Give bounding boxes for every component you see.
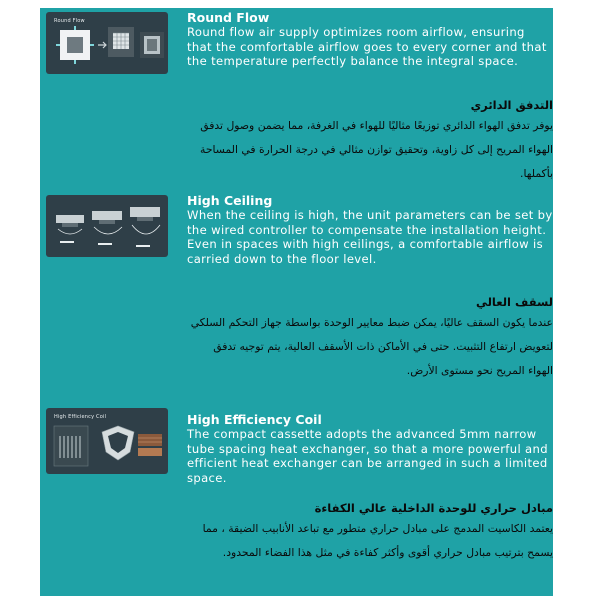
section-body: The compact cassette adopts the advanced 5mm narrow tube spacing heat exchanger, so that a more powerful and efficient heat exchanger can be arranged in such a limited space.	[187, 427, 548, 485]
thumb-caption: High Efficiency Coil	[54, 414, 107, 420]
section-high-efficiency-coil-arabic	[187, 499, 553, 565]
thumb-caption: Round Flow	[54, 18, 85, 24]
high-ceiling-illustration	[46, 195, 168, 257]
section-title-arabic: لسقف العالي	[475, 295, 553, 309]
section-title-arabic: مبادل حراري للوحدة الداخلية عالي الكفاءة	[314, 501, 553, 515]
section-body: Round flow air supply optimizes room airflow, ensuring that the comfortable airflow goes to every corner and that the temperature perfectly balance the integral space.	[187, 25, 547, 68]
section-body: When the ceiling is high, the unit parameters can be set by the wired controller to compensate the installation height. Even in spaces with high ceilings, a comfortable airflow is carried down to the floor level.	[187, 208, 553, 266]
section-high-ceiling	[187, 193, 553, 266]
section-body-arabic: عندما يكون السقف عاليًا، يمكن ضبط معايير الوحدة بواسطة جهاز التحكم السلكي لتعويض ارتفاع التثبيت. حتى في الأماكن ذات الأسقف العالية، يتم توجيه تدفق الهواء المريح نحو مستوى الأرض.	[190, 316, 553, 377]
section-high-efficiency-coil	[187, 412, 553, 485]
round-flow-thumbnail	[46, 12, 168, 74]
high-efficiency-coil-thumbnail	[46, 408, 168, 474]
section-round-flow	[187, 10, 553, 69]
section-body-arabic: يعتمد الكاسيت المدمج على مبادل حراري متطور مع تباعد الأنابيب الضيقة ، مما يسمح بترتيب مبادل حراري أقوى وأكثر كفاءة في مثل هذا الفضاء المحدود.	[202, 522, 553, 559]
high-ceiling-thumbnail	[46, 195, 168, 257]
section-title: High Efficiency Coil	[187, 412, 322, 427]
section-round-flow-arabic	[187, 96, 553, 186]
section-title: Round Flow	[187, 10, 270, 25]
section-body-arabic: يوفر تدفق الهواء الدائري توزيعًا مثاليًا للهواء في الغرفة، مما يضمن وصول تدفق الهواء المريح إلى كل زاوية، وتحقيق توازن مثالي في درجة الحرارة في المساحة بأكملها.	[200, 119, 553, 180]
section-high-ceiling-arabic	[187, 293, 553, 383]
section-title: High Ceiling	[187, 193, 273, 208]
section-title-arabic: التدفق الدائري	[470, 98, 553, 112]
